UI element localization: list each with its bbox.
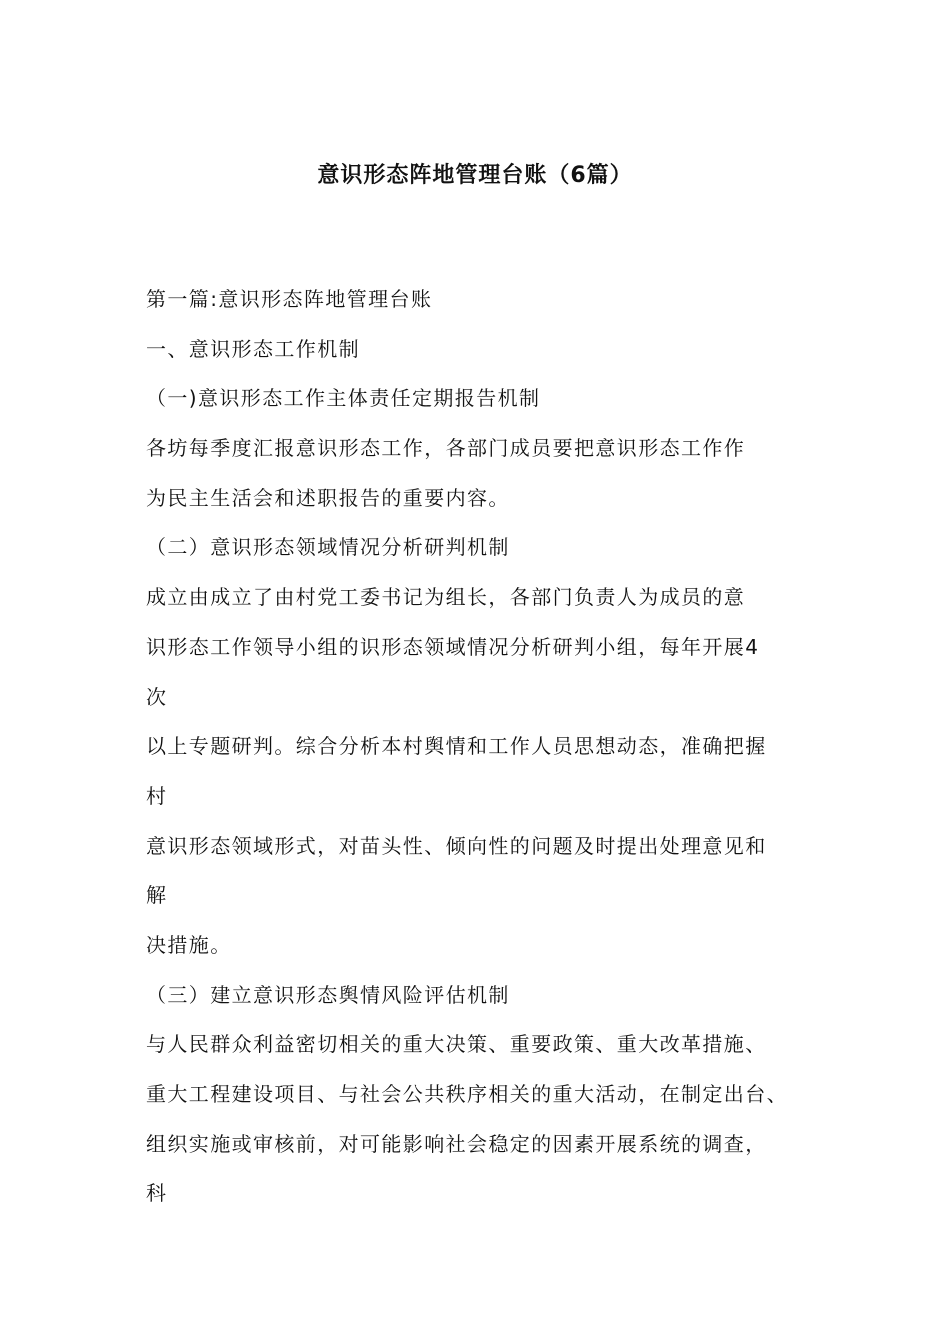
text-line: 识形态工作领导小组的识形态领域情况分析研判小组，每年开展4 [146, 634, 760, 659]
text-line: 意识形态领域形式，对苗头性、倾向性的问题及时提出处理意见和 [146, 833, 767, 858]
document-body [146, 282, 826, 1226]
text-line: 一、意识形态工作机制 [146, 336, 360, 361]
text-line: 次 [146, 684, 168, 709]
text-line: 成立由成立了由村党工委书记为组长，各部门负责人为成员的意 [146, 585, 746, 610]
text-line: （一)意识形态工作主体责任定期报告机制 [146, 386, 541, 411]
text-line: 科 [146, 1181, 168, 1206]
text-line: 解 [146, 883, 168, 908]
text-line: 与人民群众利益密切相关的重大决策、重要政策、重大改革措施、 [146, 1032, 767, 1057]
text-line: （三）建立意识形态舆情风险评估机制 [146, 982, 510, 1007]
text-line: 决措施。 [146, 932, 232, 957]
text-line: 重大工程建设项目、与社会公共秩序相关的重大活动，在制定出台、 [146, 1082, 788, 1106]
text-line: 第一篇:意识形态阵地管理台账 [146, 287, 433, 311]
text-line: 以上专题研判。综合分析本村舆情和工作人员思想动态，准确把握 [146, 734, 767, 759]
text-line: 村 [146, 783, 168, 808]
text-line: 为民主生活会和述职报告的重要内容。 [146, 485, 510, 510]
text-line: 各坊每季度汇报意识形态工作，各部门成员要把意识形态工作作 [146, 436, 746, 461]
text-line: （二）意识形态领域情况分析研判机制 [146, 535, 510, 560]
text-line: 组织实施或审核前，对可能影响社会稳定的因素开展系统的调查， [146, 1131, 767, 1156]
document-title: 意识形态阵地管理台账（6篇） [317, 163, 633, 188]
